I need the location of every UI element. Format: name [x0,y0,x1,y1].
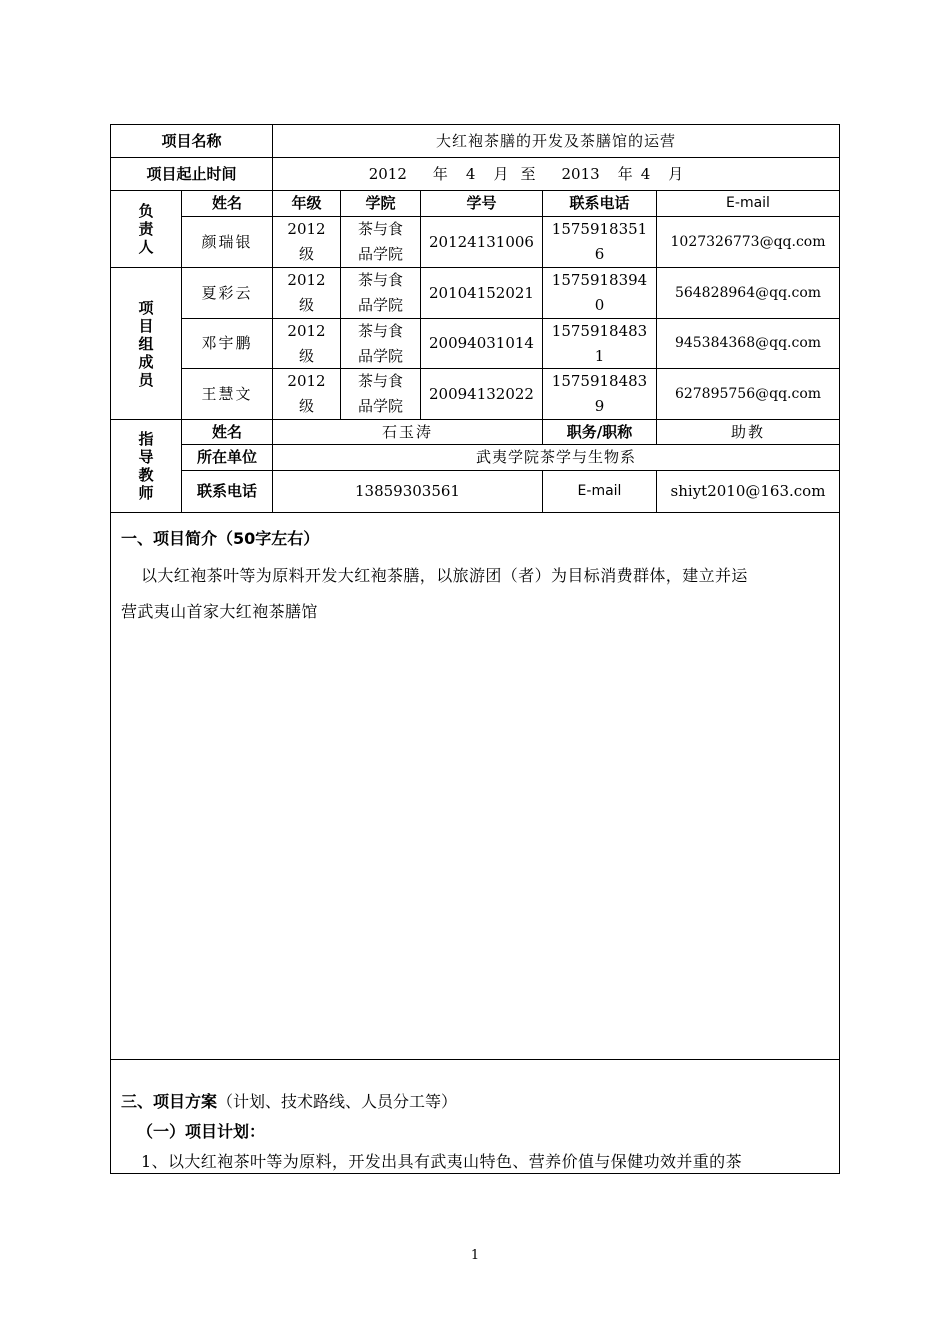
intro-heading: 一、项目简介（50字左右） [121,529,320,548]
leader-student-id: 20124131006 [429,232,534,251]
advisor-char-2: 导 [138,448,154,466]
header-college: 学院 [365,194,396,212]
leader-char-2: 责 [138,220,154,238]
project-time-label: 项目起止时间 [146,164,237,183]
member-2-grade [273,319,340,368]
member-3-email: 627895756@qq.com [674,385,822,402]
member-2-student-id: 20094031014 [429,334,534,352]
member-2-email: 945384368@qq.com [674,335,822,351]
member-char-2: 目 [138,316,154,335]
member-1-college [341,268,420,318]
intro-line-2: 营武夷山首家大红袍茶膳馆 [121,602,318,621]
leader-college [341,217,420,267]
member-2-college-line-1: 茶与食 [357,321,403,340]
advisor-phone-label: 联系电话 [196,482,257,500]
leader-phone [543,217,656,267]
plan-sub-heading: （一）项目计划： [137,1122,266,1141]
plan-heading-rest: （计划、技术路线、人员分工等） [217,1092,458,1111]
member-3-name: 王慧文 [201,384,253,403]
member-3-college-line-1: 茶与食 [357,372,403,390]
leader-group-label [111,191,181,267]
member-1-student-id: 20104152021 [429,283,534,302]
start-month-unit: 月 [493,164,509,183]
advisor-email-label: E-mail [577,483,622,499]
member-3-college-line-2: 品学院 [357,397,403,415]
member-1-phone-line-2: 0 [594,296,605,314]
member-1-grade-line-2: 级 [298,296,314,314]
member-3-phone-line-1: 1575918483 [551,372,648,390]
plan-heading [121,1089,457,1112]
header-email: E-mail [726,195,770,211]
advisor-char-3: 教 [138,466,154,484]
application-form [110,124,840,1174]
leader-college-line-1: 茶与食 [357,220,403,238]
member-char-1: 项 [138,298,154,317]
member-char-3: 组 [138,334,154,353]
leader-email: 1027326773@qq.com [670,233,826,250]
advisor-unit: 武夷学院茶学与生物系 [475,448,636,466]
leader-char-3: 人 [138,238,154,256]
member-1-phone-line-1: 1575918394 [551,271,648,289]
leader-name: 颜瑞银 [201,232,253,251]
start-month: 4 [465,164,476,183]
to-label: 至 [520,164,536,183]
member-3-college [341,369,420,419]
member-1-phone [543,268,656,318]
leader-grade [273,217,340,267]
member-1-grade [273,268,340,318]
leader-grade-line-1: 2012 [287,220,326,238]
advisor-name-label: 姓名 [211,422,242,441]
advisor-char-4: 师 [138,484,154,502]
advisor-phone: 13859303561 [355,482,460,500]
leader-char-1: 负 [138,202,154,220]
end-year-unit: 年 [617,164,633,183]
project-name-value: 大红袍茶膳的开发及茶膳馆的运营 [435,131,676,150]
member-char-4: 成 [138,352,154,371]
member-2-name: 邓宇鹏 [201,334,253,352]
member-3-phone-line-2: 9 [594,397,605,415]
member-3-phone [543,369,656,419]
member-2-college [341,319,420,368]
member-1-email: 564828964@qq.com [674,284,822,301]
member-2-grade-line-1: 2012 [287,321,326,340]
member-group-label [111,268,181,419]
end-year: 2013 [561,164,600,183]
advisor-char-1: 指 [138,430,154,448]
member-char-5: 员 [138,370,154,389]
project-time-value [273,158,839,190]
advisor-title: 助教 [730,422,765,441]
start-year: 2012 [368,164,407,183]
plan-heading-bold: 三、项目方案 [121,1092,218,1111]
member-2-phone [543,319,656,368]
header-phone: 联系电话 [569,194,630,212]
advisor-unit-label: 所在单位 [196,448,257,466]
advisor-title-label: 职务/职称 [566,422,633,441]
advisor-group-label [111,420,181,512]
intro-line-1: 以大红袍茶叶等为原料开发大红袍茶膳，以旅游团（者）为目标消费群体，建立并运 [141,566,748,585]
advisor-name: 石玉涛 [381,422,433,441]
header-grade: 年级 [291,194,322,212]
leader-phone-line-1: 1575918351 [551,220,648,238]
advisor-email: shiyt2010@163.com [670,482,826,500]
member-3-student-id: 20094132022 [429,384,534,403]
member-3-grade [273,369,340,419]
member-2-phone-line-2: 1 [594,346,605,365]
end-month: 4 [640,164,651,183]
start-year-unit: 年 [432,164,448,183]
leader-phone-line-2: 6 [594,245,605,263]
member-1-name: 夏彩云 [201,283,253,302]
member-3-grade-line-2: 级 [298,397,314,415]
project-name-label: 项目名称 [161,131,222,150]
page-number: 1 [470,1248,480,1263]
header-name: 姓名 [211,194,242,212]
member-2-college-line-2: 品学院 [357,346,403,365]
leader-college-line-2: 品学院 [357,245,403,263]
end-month-unit: 月 [668,164,684,183]
member-2-grade-line-2: 级 [298,346,314,365]
header-student-id: 学号 [466,194,497,212]
plan-line-1: 1、以大红袍茶叶等为原料，开发出具有武夷山特色、营养价值与保健功效并重的茶 [141,1152,742,1171]
member-2-phone-line-1: 1575918483 [551,321,648,340]
member-1-grade-line-1: 2012 [287,271,326,289]
member-1-college-line-2: 品学院 [357,296,403,314]
member-1-college-line-1: 茶与食 [357,271,403,289]
member-3-grade-line-1: 2012 [287,372,326,390]
leader-grade-line-2: 级 [298,245,314,263]
